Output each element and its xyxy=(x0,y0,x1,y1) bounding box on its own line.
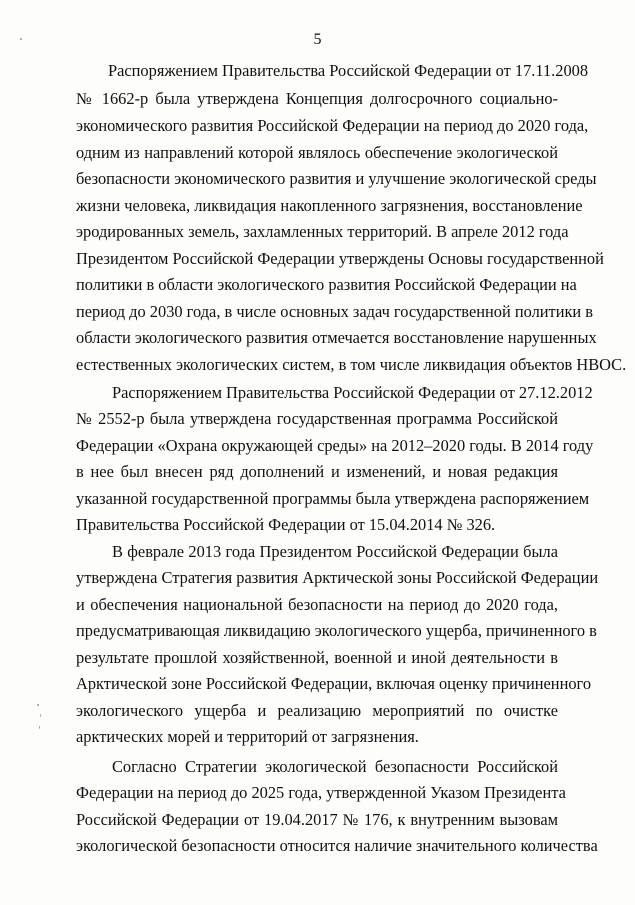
paragraph-2-line-1: Распоряжением Правительства Российской Федерации от 27.12.2012 xyxy=(112,383,593,402)
paragraph-2-line-4: в нее был внесен ряд дополнений и изменений, и новая редакция xyxy=(76,462,558,481)
paragraph-1-line-11: области экологического развития отмечается восстановление нарушенных xyxy=(76,328,597,347)
paragraph-1-line-1: Распоряжением Правительства Российской Федерации от 17.11.2008 xyxy=(108,61,589,80)
paragraph-2-line-3: Федерации «Охрана окружающей среды» на 2012–2020 годы. В 2014 году xyxy=(76,436,594,455)
paragraph-3-line-5: результате прошлой хозяйственной, военной и иной деятельности в xyxy=(76,648,558,667)
paragraph-2-line-6: Правительства Российской Федерации от 15.04.2014 № 326. xyxy=(76,515,496,534)
paragraph-1-line-4: одним из направлений которой являлось обеспечение экологической xyxy=(76,143,558,162)
paragraph-4-line-4: экологической безопасности относится наличие значительного количества xyxy=(76,836,598,855)
paragraph-1-line-3: экономического развития Российской Федерации на период до 2020 года, xyxy=(76,116,589,135)
scan-speck xyxy=(40,714,41,717)
paragraph-3-line-3: и обеспечения национальной безопасности на период до 2020 года, xyxy=(76,595,558,614)
paragraph-4-line-3: Российской Федерации от 19.04.2017 № 176, к внутренним вызовам xyxy=(76,810,558,829)
paragraph-3-line-4: предусматривающая ликвидацию экологического ущерба, причиненного в xyxy=(76,621,597,640)
paragraph-3-line-8: арктических морей и территорий от загрязнения. xyxy=(76,727,419,746)
scan-speck xyxy=(20,38,22,40)
page-number: 5 xyxy=(313,31,322,48)
paragraph-1-line-9: политики в области экологического развития Российской Федерации на xyxy=(76,275,577,294)
paragraph-4-line-2: Федерации на период до 2025 года, утвержденной Указом Президента xyxy=(76,783,566,802)
paragraph-1-line-5: безопасности экономического развития и улучшение экологической среды xyxy=(76,169,597,188)
paragraph-3-line-7: экологического ущерба и реализацию мероприятий по очистке xyxy=(76,701,558,720)
paragraph-2-line-2: № 2552-р была утверждена государственная программа Российской xyxy=(76,409,558,428)
paragraph-1-line-12: естественных экологических систем, в том числе ликвидация объектов НВОС. xyxy=(76,355,627,374)
paragraph-3-line-2: утверждена Стратегия развития Арктической зоны Российской Федерации xyxy=(76,568,599,587)
paragraph-1-line-6: жизни человека, ликвидация накопленного загрязнения, восстановление xyxy=(76,196,583,215)
paragraph-1-line-8: Президентом Российской Федерации утверждены Основы государственной xyxy=(76,249,604,268)
paragraph-1-line-10: период до 2030 года, в числе основных задач государственной политики в xyxy=(76,302,594,321)
scan-speck xyxy=(39,726,40,729)
scan-speck xyxy=(37,704,39,706)
paragraph-2-line-5: указанной государственной программы была утверждена распоряжением xyxy=(76,489,590,508)
paragraph-4-line-1: Согласно Стратегии экологической безопасности Российской xyxy=(112,757,558,776)
paragraph-3-line-6: Арктической зоне Российской Федерации, включая оценку причиненного xyxy=(76,674,592,693)
paragraph-1-line-2: № 1662-р была утверждена Концепция долгосрочного социально- xyxy=(76,89,558,108)
paragraph-1-line-7: эродированных земель, захламленных территорий. В апреле 2012 года xyxy=(76,222,569,241)
paragraph-3-line-1: В феврале 2013 года Президентом Российской Федерации была xyxy=(112,542,558,561)
